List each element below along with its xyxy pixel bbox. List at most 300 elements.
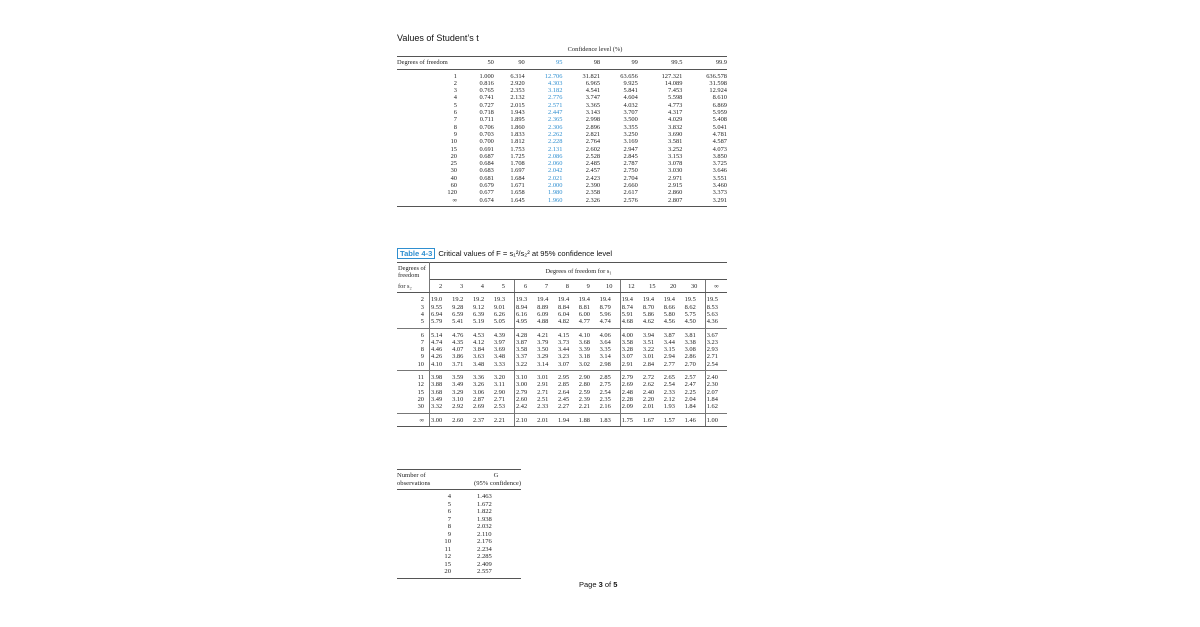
f-value-cell: 19.0 xyxy=(431,296,443,304)
table-row xyxy=(397,508,521,516)
t-value-cell: 2.571 xyxy=(548,101,563,109)
observation-count-cell: 15 xyxy=(444,560,451,568)
f-value-cell: 3.26 xyxy=(472,381,485,389)
f-col-header-0: 2 xyxy=(430,280,452,293)
t-value-cell: 2.764 xyxy=(585,138,601,146)
t-value-cell: 1.697 xyxy=(510,167,525,175)
f-value-cell: 3.69 xyxy=(493,346,515,353)
f-value-cell: 2.79 xyxy=(621,374,633,382)
observation-count-cell: 20 xyxy=(397,568,471,578)
observation-count-cell: 11 xyxy=(444,545,451,553)
t-value-cell: 1.000 xyxy=(479,72,494,80)
df-cell: 3 xyxy=(453,87,457,95)
f-value-cell: 8.89 xyxy=(537,303,549,311)
g-value-cell: 2.234 xyxy=(477,545,492,553)
f-value-cell: 8.74 xyxy=(621,303,633,311)
page-current: 3 xyxy=(598,580,603,589)
f-value-cell: 19.4 xyxy=(537,296,549,304)
f-value-cell: 3.35 xyxy=(599,346,621,353)
df-cell: ∞ xyxy=(397,413,430,426)
f-value-cell: 6.00 xyxy=(578,310,590,318)
t-value-cell: 2.132 xyxy=(510,94,525,102)
f-value-cell: 2.85 xyxy=(599,371,621,382)
table-row xyxy=(397,197,727,207)
f-value-cell: 6.04 xyxy=(557,310,570,318)
f-value-cell: 5.19 xyxy=(472,318,493,328)
f-value-cell: 2.93 xyxy=(706,346,718,354)
t-value-cell: 2.131 xyxy=(548,145,563,153)
t-value-cell: 0.677 xyxy=(479,189,494,197)
f-value-cell: 3.33 xyxy=(493,361,515,371)
f-value-cell: 4.50 xyxy=(684,318,706,328)
f-value-cell: 2.54 xyxy=(663,381,675,389)
t-value-cell: 4.773 xyxy=(668,101,683,109)
f-value-cell: 2.39 xyxy=(578,395,590,403)
f-value-cell: 3.84 xyxy=(472,346,485,354)
f-row-label-line3: for s₂ xyxy=(397,280,430,293)
f-value-cell: 3.23 xyxy=(557,353,570,361)
table-row xyxy=(397,304,727,311)
f-value-cell: 3.98 xyxy=(431,374,443,382)
t-value-cell: 2.060 xyxy=(548,160,563,168)
f-value-cell: 2.40 xyxy=(706,374,718,382)
t-value-cell: 0.687 xyxy=(479,152,494,160)
f-value-cell: 8.53 xyxy=(706,303,718,311)
f-col-header-4: 6 xyxy=(514,280,536,293)
df-cell: 3 xyxy=(397,304,430,311)
t-value-cell: 0.816 xyxy=(479,79,494,87)
f-value-cell: 9.01 xyxy=(493,304,515,311)
table-row xyxy=(397,80,727,87)
f-value-cell: 3.37 xyxy=(515,353,528,361)
f-value-cell: 2.69 xyxy=(621,381,633,389)
t-value-cell: 1.960 xyxy=(525,197,563,207)
t-value-cell: 1.812 xyxy=(510,138,525,146)
f-value-cell: 2.84 xyxy=(642,361,663,371)
t-value-cell: 1.671 xyxy=(510,182,525,190)
f-value-cell: 5.63 xyxy=(706,310,718,318)
f-value-cell: 3.08 xyxy=(684,346,706,353)
t-value-cell: 63.656 xyxy=(620,72,638,80)
table-row xyxy=(397,318,727,328)
observation-count-cell: 6 xyxy=(447,508,451,515)
t-value-cell: 3.500 xyxy=(623,116,638,124)
f-value-cell: 3.48 xyxy=(472,361,493,371)
f-value-cell: 19.3 xyxy=(493,293,515,304)
f-value-cell: 1.62 xyxy=(705,403,727,413)
f-value-cell: 5.14 xyxy=(431,331,443,339)
f-value-cell: 2.53 xyxy=(493,403,515,413)
table-row xyxy=(397,189,727,196)
f-value-cell: 2.90 xyxy=(578,374,590,382)
g-value-cell: 2.409 xyxy=(477,560,492,568)
f-value-cell: 4.21 xyxy=(537,331,549,339)
t-value-cell: 8.610 xyxy=(712,94,727,102)
f-value-cell: 2.62 xyxy=(642,381,655,389)
f-value-cell: 3.44 xyxy=(663,338,675,346)
f-value-cell: 2.90 xyxy=(493,389,515,396)
f-value-cell: 3.01 xyxy=(537,374,549,382)
f-value-cell: 3.02 xyxy=(578,361,599,371)
f-value-cell: 1.00 xyxy=(705,413,727,426)
f-value-cell: 1.88 xyxy=(578,413,599,426)
f-value-cell: 2.87 xyxy=(472,395,485,403)
f-value-cell: 3.38 xyxy=(684,339,706,346)
table-row xyxy=(397,361,727,371)
f-value-cell: 2.86 xyxy=(684,353,706,360)
f-row-label-line1: Degrees of xyxy=(398,265,426,272)
confidence-level-1: 90 xyxy=(494,57,525,69)
f-value-cell: 4.00 xyxy=(621,331,633,339)
t-value-cell: 2.915 xyxy=(668,182,683,190)
t-value-cell: 2.358 xyxy=(585,189,601,197)
t-value-cell: 2.262 xyxy=(548,130,563,138)
df-cell: 120 xyxy=(447,189,457,197)
df-cell: 10 xyxy=(397,361,430,371)
f-value-cell: 3.79 xyxy=(537,338,549,346)
f-value-cell: 2.28 xyxy=(621,395,633,403)
t-value-cell: 2.015 xyxy=(510,101,525,109)
observation-count-cell: 7 xyxy=(447,515,451,523)
t-value-cell: 2.228 xyxy=(548,138,563,146)
f-value-cell: 6.39 xyxy=(472,310,485,318)
f-table-caption xyxy=(397,249,612,258)
f-value-cell: 2.80 xyxy=(578,381,590,389)
f-value-cell: 3.58 xyxy=(621,338,633,346)
f-value-cell: 3.87 xyxy=(663,331,675,339)
t-value-cell: 0.684 xyxy=(479,160,494,168)
f-value-cell: 6.09 xyxy=(537,310,549,318)
t-value-cell: 3.252 xyxy=(668,145,683,153)
t-value-cell: 3.690 xyxy=(668,130,683,138)
f-value-cell: 3.50 xyxy=(537,346,549,354)
f-value-cell: 3.59 xyxy=(452,374,464,382)
f-value-cell: 6.16 xyxy=(515,310,528,318)
grubbs-g-table xyxy=(397,469,521,579)
t-value-cell: 2.750 xyxy=(623,167,638,175)
f-value-cell: 4.10 xyxy=(430,361,452,371)
t-value-cell: 5.598 xyxy=(668,94,683,102)
df-cell: 6 xyxy=(453,109,457,117)
df-cell: 5 xyxy=(397,318,430,328)
t-value-cell: 2.042 xyxy=(548,167,563,175)
f-value-cell: 2.21 xyxy=(493,413,515,426)
table-row xyxy=(397,311,727,318)
t-value-cell: 2.086 xyxy=(548,152,563,160)
table-row xyxy=(397,102,727,109)
f-value-cell: 2.21 xyxy=(578,403,599,413)
table-row xyxy=(397,94,727,101)
df-cell: 7 xyxy=(397,339,430,346)
df-cell: 9 xyxy=(397,353,430,360)
df-cell: 4 xyxy=(397,311,430,318)
f-value-cell: 4.07 xyxy=(452,346,464,354)
table-row xyxy=(397,153,727,160)
f-value-cell: 3.32 xyxy=(430,403,452,413)
f-value-cell: 4.68 xyxy=(620,318,642,328)
f-value-cell: 5.80 xyxy=(663,310,675,318)
t-value-cell: 2.704 xyxy=(623,174,638,182)
df-cell: 7 xyxy=(453,116,457,124)
table-row xyxy=(397,396,727,403)
t-value-cell: 2.000 xyxy=(548,182,563,190)
t-value-cell: 0.683 xyxy=(479,167,494,175)
g-value-cell: 1.822 xyxy=(477,508,492,515)
t-value-cell: 0.691 xyxy=(479,145,494,153)
t-value-cell: 2.365 xyxy=(548,116,563,124)
t-value-cell: 2.998 xyxy=(585,116,601,124)
t-value-cell: 3.707 xyxy=(623,109,638,117)
t-value-cell: 3.725 xyxy=(712,160,727,168)
observation-count-cell: 9 xyxy=(447,530,451,538)
g-col1-line1: Number of xyxy=(397,470,471,480)
f-value-cell: 19.2 xyxy=(472,296,485,304)
f-value-cell: 4.77 xyxy=(578,318,599,328)
t-value-cell: 3.832 xyxy=(668,123,683,131)
f-value-cell: 2.69 xyxy=(472,403,493,413)
f-value-cell: 2.77 xyxy=(663,361,684,371)
f-value-cell: 8.94 xyxy=(515,303,528,311)
f-row-label-header xyxy=(397,263,430,280)
g-col2-line1: G xyxy=(471,470,521,480)
table-row xyxy=(397,381,727,388)
f-value-cell: 2.91 xyxy=(620,361,642,371)
f-value-cell: 1.84 xyxy=(706,395,718,403)
f-value-cell: 19.4 xyxy=(578,296,590,304)
f-value-cell: 1.93 xyxy=(663,403,684,413)
g-value-cell: 2.176 xyxy=(477,538,492,545)
t-value-cell: 9.925 xyxy=(623,79,638,87)
t-value-cell: 2.920 xyxy=(510,79,525,87)
f-value-cell: 2.57 xyxy=(684,371,706,382)
table-row xyxy=(397,124,727,131)
f-value-cell: 2.59 xyxy=(578,388,590,396)
t-value-cell: 1.684 xyxy=(510,174,525,182)
f-value-cell: 8.70 xyxy=(642,303,655,311)
f-value-cell: 3.06 xyxy=(472,388,485,396)
f-value-cell: 4.76 xyxy=(452,331,464,339)
t-value-cell: 3.355 xyxy=(623,123,638,131)
f-value-cell: 3.68 xyxy=(578,338,590,346)
f-value-cell: 3.94 xyxy=(642,331,655,339)
table-row xyxy=(397,546,521,554)
f-value-cell: 2.91 xyxy=(537,381,549,389)
f-value-cell: 3.44 xyxy=(557,346,570,354)
f-value-cell: 4.36 xyxy=(705,318,727,328)
f-value-cell: 4.39 xyxy=(493,328,515,339)
f-value-cell: 3.14 xyxy=(536,361,557,371)
t-value-cell: 0.718 xyxy=(479,109,494,117)
table-row xyxy=(397,538,521,546)
t-value-cell: 5.959 xyxy=(712,109,727,117)
t-value-cell: 0.679 xyxy=(479,182,494,190)
f-value-cell: 8.62 xyxy=(684,304,706,311)
f-value-cell: 2.40 xyxy=(642,388,655,396)
f-value-cell: 19.5 xyxy=(684,293,706,304)
f-value-cell: 3.20 xyxy=(493,371,515,382)
observation-count-cell: 8 xyxy=(447,523,451,530)
t-value-cell: 0.681 xyxy=(479,174,494,182)
t-value-cell: 2.390 xyxy=(585,182,601,190)
t-value-cell: 2.576 xyxy=(600,197,638,207)
t-value-cell: 1.753 xyxy=(510,145,525,153)
table-row xyxy=(397,160,727,167)
f-value-cell: 3.15 xyxy=(663,346,675,354)
f-value-cell: 8.66 xyxy=(663,303,675,311)
table-row xyxy=(397,353,727,360)
table-row xyxy=(397,339,727,346)
df-cell: 8 xyxy=(397,346,430,353)
students-t-table xyxy=(397,46,727,207)
g-value-cell: 1.463 xyxy=(477,493,492,500)
f-value-cell: 3.88 xyxy=(431,381,443,389)
t-value-cell: 1.943 xyxy=(510,109,525,117)
confidence-level-0: 50 xyxy=(463,57,494,69)
t-value-cell: 6.965 xyxy=(585,79,601,87)
df-cell: 30 xyxy=(450,167,457,175)
table-row xyxy=(397,167,727,174)
table-row xyxy=(397,523,521,531)
f-value-cell: 5.75 xyxy=(684,311,706,318)
g-value-cell: 1.938 xyxy=(477,515,492,523)
f-value-cell: 2.54 xyxy=(705,361,727,371)
df-cell: 15 xyxy=(450,145,457,153)
f-critical-values-table xyxy=(397,262,727,427)
t-value-cell: 1.833 xyxy=(510,130,525,138)
f-value-cell: 3.64 xyxy=(599,339,621,346)
f-value-cell: 3.63 xyxy=(472,353,485,361)
t-value-cell: 2.306 xyxy=(548,123,563,131)
page-total: 5 xyxy=(613,580,618,589)
t-value-cell: 3.250 xyxy=(623,130,638,138)
t-value-cell: 3.747 xyxy=(585,94,601,102)
f-value-cell: 4.12 xyxy=(472,338,485,346)
table-row xyxy=(397,516,521,524)
t-value-cell: 1.645 xyxy=(494,197,525,207)
t-value-cell: 636.578 xyxy=(706,72,727,80)
f-value-cell: 3.67 xyxy=(706,331,718,339)
df-cell: 40 xyxy=(450,174,457,182)
t-value-cell: 2.353 xyxy=(510,87,525,95)
confidence-level-3: 98 xyxy=(562,57,600,69)
f-value-cell: 19.4 xyxy=(557,296,570,304)
df-cell: 2 xyxy=(397,293,430,304)
f-col-header-10: 15 xyxy=(642,280,663,293)
f-value-cell: 2.01 xyxy=(642,403,663,413)
table-row xyxy=(397,371,727,382)
t-value-cell: 3.365 xyxy=(585,101,601,109)
t-value-cell: 5.041 xyxy=(712,123,727,131)
f-value-cell: 3.58 xyxy=(515,346,528,354)
observation-count-cell: 5 xyxy=(447,500,451,508)
t-value-cell: 4.604 xyxy=(623,94,638,102)
g-value-cell: 2.285 xyxy=(477,553,492,560)
t-value-cell: 4.317 xyxy=(668,109,683,117)
t-value-cell: 0.703 xyxy=(479,130,494,138)
t-value-cell: 3.078 xyxy=(668,160,683,168)
t-value-cell: 31.821 xyxy=(582,72,601,80)
confidence-level-2: 95 xyxy=(525,57,563,69)
table-row xyxy=(397,413,727,426)
t-value-cell: 2.896 xyxy=(585,123,601,131)
t-value-cell: 3.646 xyxy=(712,167,727,175)
g-value-cell: 2.032 xyxy=(477,523,492,530)
df-cell: 10 xyxy=(450,138,457,146)
g-value-cell: 2.557 xyxy=(471,568,521,578)
confidence-level-header: Confidence level (%) xyxy=(567,46,623,53)
t-value-cell: 1.860 xyxy=(510,123,525,131)
t-value-cell: 0.700 xyxy=(479,138,494,146)
table-row xyxy=(397,501,521,509)
f-value-cell: 2.75 xyxy=(599,381,621,388)
f-value-cell: 2.54 xyxy=(599,389,621,396)
f-value-cell: 3.49 xyxy=(452,381,464,389)
t-value-cell: 0.727 xyxy=(479,101,494,109)
f-value-cell: 1.83 xyxy=(599,413,621,426)
t-value-cell: 1.708 xyxy=(510,160,525,168)
table-row xyxy=(397,553,521,561)
f-table-body xyxy=(397,293,727,426)
g-value-cell: 1.672 xyxy=(477,500,492,508)
t-value-cell: 3.373 xyxy=(712,189,727,197)
f-value-cell: 2.07 xyxy=(706,388,718,396)
f-value-cell: 2.16 xyxy=(599,403,621,413)
f-value-cell: 3.10 xyxy=(515,374,528,382)
t-value-cell: 2.617 xyxy=(623,189,638,197)
f-value-cell: 2.79 xyxy=(515,388,528,396)
df-cell: 5 xyxy=(453,101,457,109)
f-value-cell: 3.07 xyxy=(557,361,578,371)
table-row xyxy=(397,328,727,339)
f-value-cell: 8.79 xyxy=(599,304,621,311)
t-value-cell: 1.895 xyxy=(510,116,525,124)
f-value-cell: 4.28 xyxy=(515,331,528,339)
table-row xyxy=(397,561,521,569)
table-row xyxy=(397,138,727,145)
g-col2-line2: (95% confidence) xyxy=(471,480,521,490)
f-value-cell: 2.98 xyxy=(599,361,621,371)
f-value-cell: 19.4 xyxy=(663,296,675,304)
df-cell: 30 xyxy=(397,403,430,413)
f-value-cell: 4.74 xyxy=(599,318,621,328)
f-col-group-header: Degrees of freedom for s₁ xyxy=(430,263,728,280)
t-value-cell: 127.321 xyxy=(661,72,683,80)
f-value-cell: 3.87 xyxy=(515,338,528,346)
f-value-cell: 3.22 xyxy=(514,361,536,371)
f-value-cell: 2.65 xyxy=(663,374,675,382)
f-value-cell: 5.96 xyxy=(599,311,621,318)
f-col-header-7: 9 xyxy=(578,280,599,293)
t-value-cell: 4.032 xyxy=(623,101,638,109)
page-of: of xyxy=(604,580,612,589)
t-value-cell: 3.182 xyxy=(548,87,563,95)
document-title: Values of Student’s t xyxy=(397,33,479,43)
f-value-cell: 4.15 xyxy=(557,331,570,339)
t-value-cell: 4.781 xyxy=(712,130,727,138)
f-value-cell: 1.67 xyxy=(642,413,663,426)
f-value-cell: 4.06 xyxy=(599,328,621,339)
page-prefix: Page xyxy=(579,580,597,589)
f-value-cell: 4.62 xyxy=(642,318,663,328)
t-value-cell: 4.073 xyxy=(712,145,727,153)
f-value-cell: 3.49 xyxy=(431,395,443,403)
f-value-cell: 3.29 xyxy=(537,353,549,361)
t-value-cell: 4.587 xyxy=(712,138,727,146)
table-row xyxy=(397,568,521,578)
df-cell: 60 xyxy=(450,182,457,190)
t-value-cell: 3.460 xyxy=(712,182,727,190)
f-value-cell: 3.00 xyxy=(430,413,452,426)
